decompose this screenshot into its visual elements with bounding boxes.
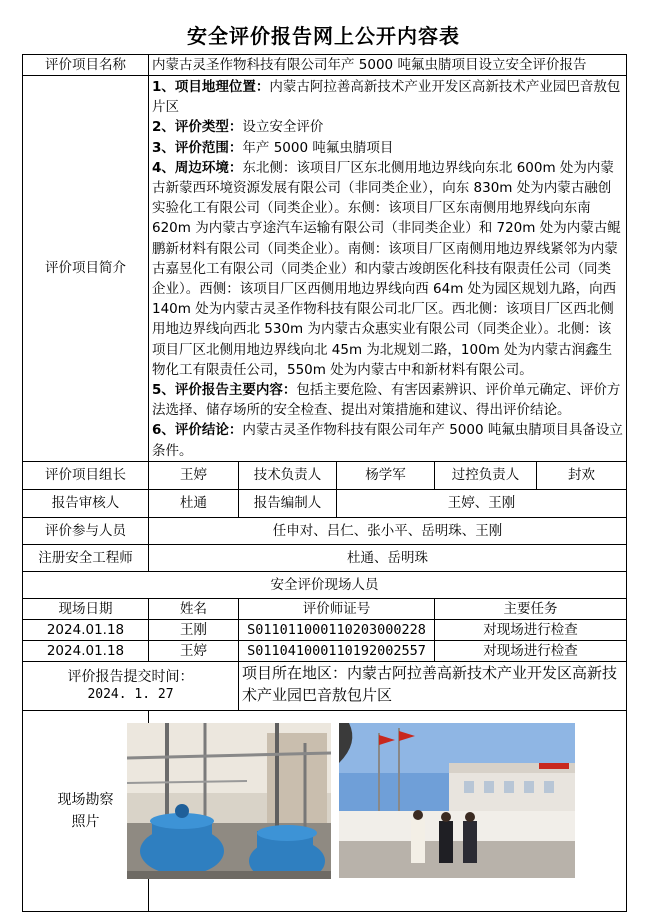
table-row [23,640,627,661]
project-name-value: 内蒙古灵圣作物科技有限公司年产 5000 吨氟虫腈项目设立安全评价报告 [149,55,627,76]
site-building-photo [339,723,575,878]
photos-label-text: 现场勘察照片 [57,791,114,830]
table-row [23,619,627,640]
intro-item-location: 1、项目地理位置：内蒙古阿拉善高新技术产业开发区高新技术产业园巴音敖包片区 [152,79,621,116]
intro-item-content: 5、评价报告主要内容：包括主要危险、有害因素辨识、评价单元确定、评价方法选择、储存场所的安全检查、提出对策措施和建议、得出评价结论。 [152,382,621,419]
leader-value: 王婷 [149,461,239,489]
onsite-cert: S011011000110203000228 [239,619,435,640]
disclosure-table [22,54,627,912]
tech-value: 杨学军 [337,461,435,489]
onsite-name: 王刚 [149,619,239,640]
intro-label: 评价项目简介 [23,76,149,462]
leader-label: 评价项目组长 [23,461,149,489]
onsite-header-task: 主要任务 [435,598,627,619]
engineer-value: 杜通、岳明珠 [149,544,627,571]
process-label: 过控负责人 [435,461,537,489]
onsite-title: 安全评价现场人员 [23,571,627,598]
submit-date: 2024. 1. 27 [87,686,174,702]
tech-label: 技术负责人 [239,461,337,489]
participants-label: 评价参与人员 [23,517,149,544]
reviewer-label: 报告审核人 [23,489,149,517]
onsite-task: 对现场进行检查 [435,619,627,640]
onsite-date: 2024.01.18 [23,619,149,640]
location-value: 项目所在地区：内蒙古阿拉善高新技术产业开发区高新技术产业园巴音敖包片区 [239,661,627,710]
intro-item-type: 2、评价类型：设立安全评价 [152,119,324,136]
onsite-header-name: 姓名 [149,598,239,619]
onsite-header-date: 现场日期 [23,598,149,619]
intro-item-conclusion: 6、评价结论：内蒙古灵圣作物科技有限公司年产 5000 吨氟虫腈项目具备设立条件。 [152,422,623,459]
reviewer-value: 杜通 [149,489,239,517]
editor-value: 王婷、王刚 [337,489,627,517]
onsite-cert: S011041000110192002557 [239,640,435,661]
onsite-name: 王婷 [149,640,239,661]
process-value: 封欢 [537,461,627,489]
onsite-date: 2024.01.18 [23,640,149,661]
submit-time-cell [23,661,239,710]
participants-value: 任申对、吕仁、张小平、岳明珠、王刚 [149,517,627,544]
engineer-label: 注册安全工程师 [23,544,149,571]
photos-cell [149,710,627,911]
editor-label: 报告编制人 [239,489,337,517]
project-name-label: 评价项目名称 [23,55,149,76]
onsite-task: 对现场进行检查 [435,640,627,661]
page-title: 安全评价报告网上公开内容表 [187,24,460,48]
onsite-header-cert: 评价师证号 [239,598,435,619]
intro-item-surroundings: 4、周边环境：东北侧：该项目厂区东北侧用地边界线向东北 600m 处为内蒙古新蒙西环境资源发展有限公司（非同类企业），向东 830m 处为内蒙古融创实验化工有限公司（同类企业）。东侧：该项目厂区东南侧用地界线向东南 620m 为内蒙古亨途汽车运输有限公司（非同类企业）和 720m 处为内蒙古鲲鹏新材料有限公司（同类企业）。南侧：该项目厂区南侧用地边界线紧邻为内蒙古嘉昱化工有限公司（同类企业）和内蒙古竣朗医化科技有限责任公司（同类企业）。西侧：该项目厂区西侧用地边界线向西 64m 处为园区规划九路，向西 140m 处为内蒙古灵圣作物科技有限公司北厂区。西北侧：该项目厂区西北侧用地边界线向西北 530m 为内蒙古众惠实业有限公司（同类企业）。北侧：该项目厂区北侧用地边界线向北 45m 为北规划二路，100m 处为内蒙古润鑫生物化工有限责任公司，550m 处为内蒙古中和新材料有限公司。 [152,159,621,378]
intro-item-scope: 3、评价范围：年产 5000 吨氟虫腈项目 [152,139,394,156]
intro-content [149,76,627,462]
reactor-photo [127,723,331,879]
submit-label: 评价报告提交时间： [67,668,194,685]
